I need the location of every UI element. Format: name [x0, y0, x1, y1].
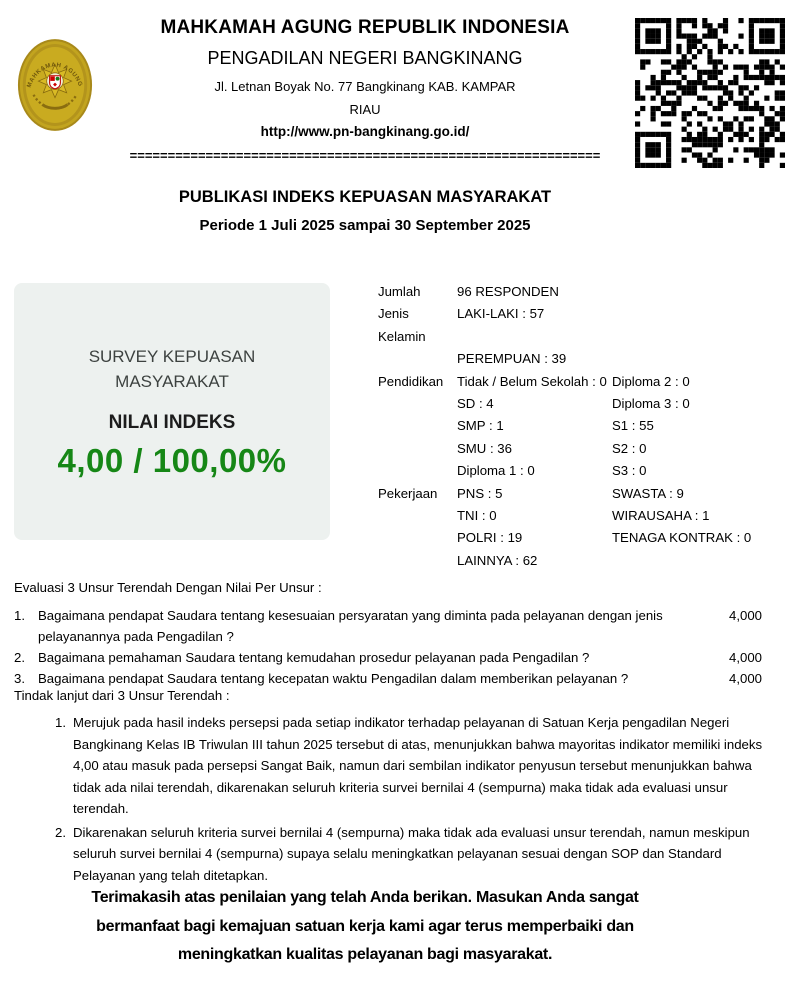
jenis-kelamin-laki: LAKI-LAKI : 57 — [457, 306, 545, 322]
row-pendidikan-4 — [378, 438, 790, 460]
court-website-link[interactable]: http://www.pn-bangkinang.go.id/ — [260, 124, 470, 139]
pekerjaan-cell: POLRI : 19 — [457, 530, 523, 546]
row-pendidikan-5 — [378, 460, 790, 482]
item-score: 4,000 — [728, 608, 762, 623]
item-number: 1. — [14, 608, 25, 623]
item-text: Bagaimana pemahaman Saudara tentang kemudahan prosedur pelayanan pada Pengadilan ? — [38, 650, 590, 665]
item-number: 2. — [14, 650, 25, 665]
pekerjaan-cell: WIRAUSAHA : 1 — [612, 508, 710, 524]
court-address: Jl. Letnan Boyak No. 77 Bangkinang KAB. KAMPAR — [214, 79, 516, 94]
pendidikan-cell: Diploma 3 : 0 — [612, 396, 690, 412]
letterhead — [0, 17, 730, 163]
row-jumlah — [378, 281, 790, 303]
item-score: 4,000 — [728, 671, 762, 686]
row-pekerjaan-4 — [378, 550, 790, 572]
pendidikan-cell: Diploma 1 : 0 — [457, 463, 535, 479]
pendidikan-cell: Diploma 2 : 0 — [612, 373, 690, 389]
evaluation-item — [14, 647, 762, 668]
pendidikan-label: Pendidikan — [378, 373, 444, 389]
ministry-title: MAHKAMAH AGUNG REPUBLIK INDONESIA — [160, 17, 570, 38]
pendidikan-cell: S3 : 0 — [612, 463, 647, 479]
thank-you-message: Terimakasih atas penilaian yang telah Anda berikan. Masukan Anda sangat bermanfaat bagi kemajuan satuan kerja kami agar terus memperbaiki dan meningkatkan kualitas pelayanan bagi masyarakat. — [91, 889, 639, 963]
item-number: 1. — [55, 715, 66, 730]
pendidikan-cell: S1 : 55 — [612, 418, 654, 434]
item-text: Bagaimana pendapat Saudara tentang kecepatan waktu Pengadilan dalam memberikan pelayanan ? — [38, 671, 629, 686]
pekerjaan-cell: LAINNYA : 62 — [457, 552, 538, 568]
pekerjaan-label: Pekerjaan — [378, 485, 438, 501]
court-province: RIAU — [349, 102, 381, 117]
respondents-panel — [378, 281, 790, 572]
pekerjaan-cell: SWASTA : 9 — [612, 485, 684, 501]
score-card-subtitle: NILAI INDEKS — [108, 411, 236, 433]
document-title-block — [0, 188, 730, 234]
period-subtitle: Periode 1 Juli 2025 sampai 30 September 2025 — [199, 217, 531, 234]
item-score: 4,000 — [728, 650, 762, 665]
score-card-title: SURVEY KEPUASAN MASYARAKAT — [88, 346, 256, 391]
jumlah-label: Jumlah — [378, 284, 421, 299]
pendidikan-cell: SMP : 1 — [457, 418, 504, 434]
pendidikan-cell: S2 : 0 — [612, 440, 647, 456]
followup-item — [14, 822, 766, 887]
item-number: 3. — [14, 671, 25, 686]
row-pendidikan-3 — [378, 415, 790, 437]
pendidikan-cell: SMU : 36 — [457, 440, 512, 456]
court-name: PENGADILAN NEGERI BANGKINANG — [207, 48, 523, 68]
row-pekerjaan-1 — [378, 483, 790, 505]
item-number: 2. — [55, 824, 66, 840]
row-jenis-kelamin-2 — [378, 348, 790, 370]
pekerjaan-cell: TNI : 0 — [457, 508, 497, 524]
footer — [0, 884, 730, 970]
row-pekerjaan-2 — [378, 505, 790, 527]
item-text: Bagaimana pendapat Saudara tentang kesesuaian persyaratan yang diminta pada pelayanan dengan jenis pelayanannya pada Pengadilan ? — [38, 608, 663, 644]
row-pendidikan-1 — [378, 371, 790, 393]
pekerjaan-cell — [612, 550, 790, 572]
index-score-card — [14, 283, 330, 540]
row-pekerjaan-3 — [378, 527, 790, 549]
followup-heading: Tindak lanjut dari 3 Unsur Terendah : — [14, 688, 230, 703]
followup-item — [14, 712, 766, 820]
item-text: Merujuk pada hasil indeks persepsi pada setiap indikator terhadap pelayanan di Satuan Kerja pengadilan Negeri Bangkinang Kelas IB Triwulan III tahun 2025 tersebut di atas, menunjukkan bahwa mayoritas indikator memiliki indeks 4,00 atau masuk pada persepsi Sangat Baik, namun dari sembilan indikator penyusun tersebut menunjukkan bahwa tidak ada nilai terendah, dikarenakan seluruh kriteria survei bernilai 4 (sempurna) maka tidak ada evaluasi unsur terendah. — [73, 715, 763, 816]
jenis-kelamin-perempuan: PEREMPUAN : 39 — [457, 351, 567, 367]
evaluation-item — [14, 605, 762, 647]
row-jenis-kelamin — [378, 303, 790, 348]
index-value: 4,00 / 100,00% — [57, 441, 287, 479]
pendidikan-cell: SD : 4 — [457, 396, 494, 412]
page-title: PUBLIKASI INDEKS KEPUASAN MASYARAKAT — [178, 188, 552, 206]
item-text: Dikarenakan seluruh kriteria survei bernilai 4 (sempurna) maka tidak ada evaluasi unsur terendah, namun meskipun seluruh survei bernilai 4 (sempurna) supaya selalu meningkatkan pelayanan sesuai dengan SOP dan Standard Pelayanan yang telah ditetapkan. — [73, 824, 750, 883]
pendidikan-cell: Tidak / Belum Sekolah : 0 — [457, 373, 607, 389]
pekerjaan-cell: PNS : 5 — [457, 485, 503, 501]
pekerjaan-cell: TENAGA KONTRAK : 0 — [612, 530, 752, 546]
seal-arc-text: MAHKAMAH AGUNG — [26, 62, 84, 89]
evaluation-section — [14, 578, 762, 689]
separator-line: ============================================================== — [129, 148, 601, 163]
jenis-kelamin-label: Jenis Kelamin — [378, 306, 426, 344]
evaluation-heading: Evaluasi 3 Unsur Terendah Dengan Nilai Per Unsur : — [14, 580, 322, 595]
followup-section — [14, 686, 766, 886]
jumlah-value: 96 RESPONDEN — [457, 284, 559, 299]
row-pendidikan-2 — [378, 393, 790, 415]
